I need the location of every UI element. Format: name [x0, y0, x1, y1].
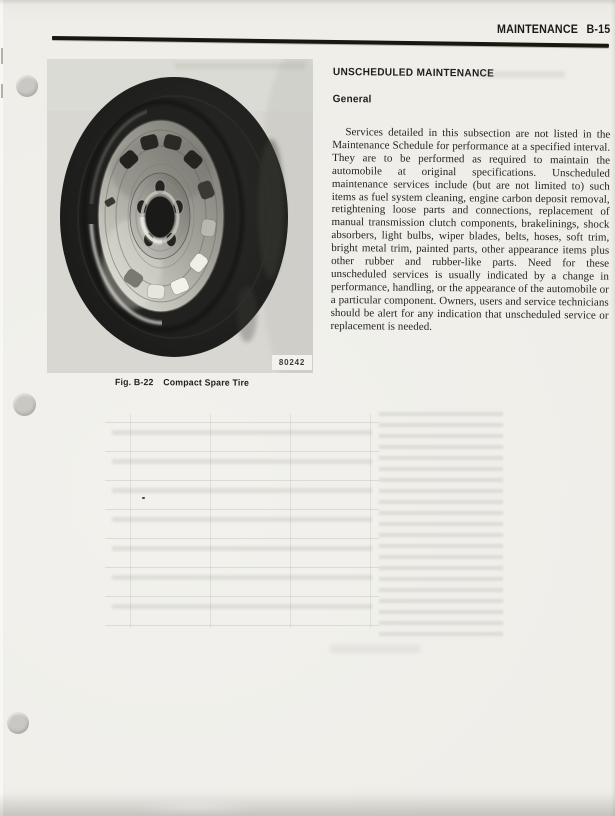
photo-id-badge: 80242 — [272, 355, 312, 370]
bleed-through-table-cells — [112, 420, 372, 625]
bleed-through-line — [330, 645, 420, 653]
figure-caption — [115, 377, 249, 388]
compact-spare-tire-image — [47, 59, 313, 373]
page-header — [497, 24, 610, 36]
scan-edge-mark — [1, 48, 3, 64]
sub-heading: General — [332, 92, 372, 106]
bleed-through-table-grid — [105, 414, 379, 628]
section-heading: UNSCHEDULED MAINTENANCE — [332, 66, 495, 80]
content-column — [330, 66, 611, 333]
header-rule — [52, 36, 609, 47]
caption-label: Fig. B-22 — [114, 377, 154, 388]
header-page-number: B-15 — [586, 24, 611, 36]
header-section-label: MAINTENANCE — [497, 24, 579, 36]
scan-left-edge — [0, 0, 3, 816]
punch-hole — [7, 712, 29, 734]
scan-right-edge — [611, 0, 615, 816]
scan-edge-mark — [1, 84, 3, 98]
paper-speck — [142, 497, 145, 499]
punch-hole — [13, 393, 36, 416]
figure-photo — [47, 59, 313, 373]
scan-bottom-edge — [0, 793, 615, 816]
bleed-through-text-column — [379, 412, 503, 638]
body-paragraph: Services detailed in this subsection are not listed in the Maintenance Schedule for performance at a specified interval. They are to be performed as required to maintain the automobile at original specifications. Unscheduled maintenance services include (but are not limited to) such items as fuel system cleaning, engine carbon deposit removal, retightening loose parts and connections, replacement of manual transmission clutch components, brakelinings, shock absorbers, light bulbs, wiper blades, belts, hoses, soft trim, bright metal trim, painted parts, other appearance items plus other rubber and rubber-like parts. Need for these unscheduled services is usually indicated by a change in performance, handling, or the appearance of the automobile or a particular component. Owners, users and service technicians should be alert for any indication that unscheduled service or replacement is needed. — [330, 126, 611, 333]
punch-hole — [16, 75, 38, 97]
caption-title: Compact Spare Tire — [163, 377, 250, 388]
scan-top-edge — [0, 0, 615, 5]
